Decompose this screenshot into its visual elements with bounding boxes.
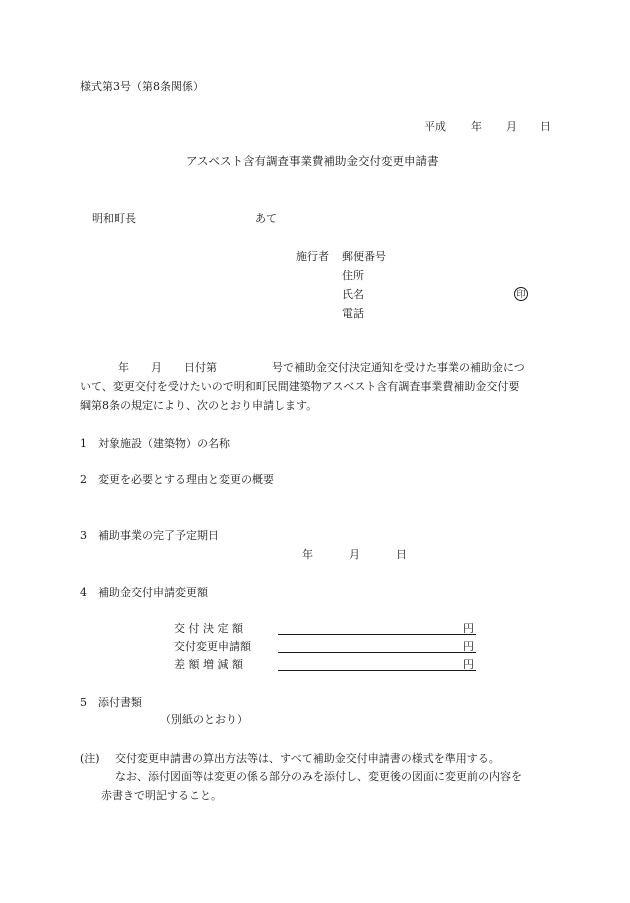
item-number: 1 [80, 437, 87, 450]
item-number: 3 [80, 529, 87, 542]
amount-label: 差 額 増 減 額 [174, 658, 243, 671]
date-day: 日 [540, 120, 551, 133]
item-number: 5 [80, 696, 87, 709]
item-label: 補助事業の完了予定期日 [98, 529, 219, 542]
addressee-suffix: あて [255, 212, 277, 225]
amount-line [278, 634, 476, 635]
amount-unit: 円 [463, 622, 474, 635]
note-line-1: 交付変更申請書の算出方法等は、すべて補助金交付申請書の様式を準用する。 [115, 752, 500, 765]
item-label: 添付書類 [98, 696, 142, 709]
note-marker: (注) [80, 752, 100, 765]
note-line-3: 赤書きで明記すること。 [101, 789, 222, 802]
completion-day: 日 [396, 548, 407, 561]
item-number: 2 [80, 473, 87, 486]
date-year: 年 [471, 120, 482, 133]
body-line-3: 綱第8条の規定により、次のとおり申請します。 [80, 399, 318, 412]
body-line-2: いて、変更交付を受けたいので明和町民間建築物アスベスト含有調査事業費補助金交付要 [80, 380, 520, 393]
item-label: 補助金交付申請変更額 [98, 586, 208, 599]
addressee-name: 明和町長 [92, 212, 136, 225]
amount-line [278, 652, 476, 653]
form-number: 様式第3号（第8条関係） [80, 80, 204, 93]
date-era: 平成 [424, 120, 446, 133]
amount-label: 交付変更申請額 [174, 640, 251, 653]
completion-month: 月 [349, 548, 360, 561]
applicant-role-label: 施行者 [296, 250, 329, 263]
completion-year: 年 [302, 548, 313, 561]
amount-label: 交 付 決 定 額 [174, 622, 243, 635]
name-label: 氏名 [342, 288, 364, 301]
postal-code-label: 郵便番号 [342, 250, 386, 263]
amount-unit: 円 [463, 640, 474, 653]
amount-line [278, 670, 476, 671]
phone-label: 電話 [342, 307, 364, 320]
item-label: 対象施設（建築物）の名称 [98, 437, 230, 450]
note-line-2: なお、添付図面等は変更の係る部分のみを添付し、変更後の図面に変更前の内容を [115, 770, 522, 783]
attachment-note: （別紙のとおり） [160, 713, 248, 726]
body-line-1: 年 月 日付第 号で補助金交付決定通知を受けた事業の補助金につ [118, 361, 525, 374]
date-month: 月 [506, 120, 517, 133]
address-label: 住所 [342, 269, 364, 282]
document-title: アスベスト含有調査事業費補助金交付変更申請書 [186, 154, 439, 168]
amount-unit: 円 [463, 658, 474, 671]
item-label: 変更を必要とする理由と変更の概要 [98, 473, 274, 486]
item-number: 4 [80, 586, 87, 599]
seal-mark: 印 [514, 287, 528, 301]
